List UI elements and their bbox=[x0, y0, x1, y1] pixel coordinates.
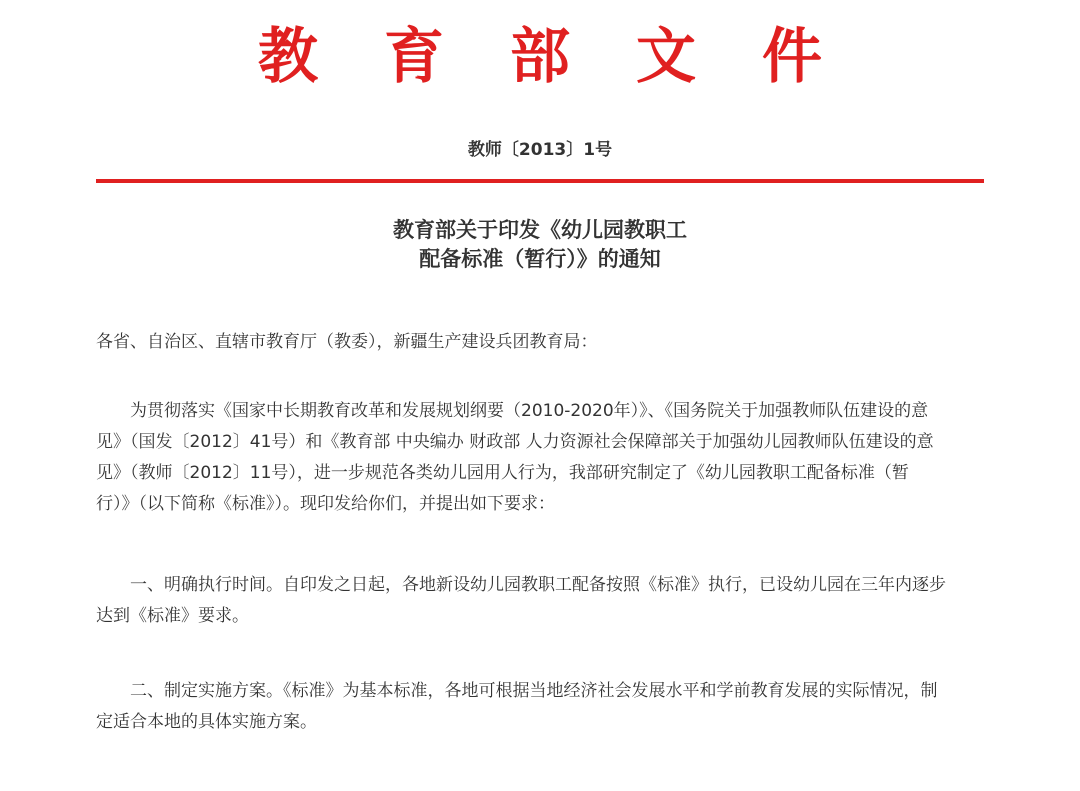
masthead-title bbox=[0, 22, 1080, 92]
paragraph-line: 定适合本地的具体实施方案。 bbox=[96, 712, 317, 732]
notice-title-line2: 配备标准（暂行）》的通知 bbox=[419, 247, 661, 271]
masthead-char: 文 bbox=[636, 22, 698, 92]
paragraph-line: 为贯彻落实《国家中长期教育改革和发展规划纲要（2010-2020年）》、《国务院关于加强教师队伍建设的意 bbox=[130, 401, 929, 421]
notice-title-line1: 教育部关于印发《幼儿园教职工 bbox=[393, 218, 687, 242]
masthead-char: 部 bbox=[510, 22, 572, 92]
red-divider bbox=[96, 179, 984, 183]
paragraph-line: 见》（国发〔2012〕41号）和《教育部 中央编办 财政部 人力资源社会保障部关于加强幼儿园教师队伍建设的意 bbox=[96, 432, 934, 452]
paragraph-line: 二、制定实施方案。《标准》为基本标准，各地可根据当地经济社会发展水平和学前教育发展的实际情况，制 bbox=[130, 681, 938, 701]
notice-title bbox=[0, 216, 1080, 274]
paragraph-intro bbox=[96, 396, 984, 520]
paragraph-item-1 bbox=[96, 570, 984, 632]
masthead-char: 育 bbox=[384, 22, 446, 92]
document-number: 教师〔2013〕1号 bbox=[467, 140, 613, 160]
paragraph-line: 一、明确执行时间。自印发之日起，各地新设幼儿园教职工配备按照《标准》执行，已设幼儿园在三年内逐步 bbox=[130, 575, 946, 595]
paragraph-line: 达到《标准》要求。 bbox=[96, 606, 249, 626]
masthead-char: 教 bbox=[258, 22, 320, 92]
masthead-char: 件 bbox=[762, 22, 824, 92]
paragraph-line: 行）》（以下简称《标准》）。现印发给你们，并提出如下要求： bbox=[96, 494, 555, 514]
paragraph-line: 见》（教师〔2012〕11号），进一步规范各类幼儿园用人行为，我部研究制定了《幼儿园教职工配备标准（暂 bbox=[96, 463, 909, 483]
salutation: 各省、自治区、直辖市教育厅（教委），新疆生产建设兵团教育局： bbox=[96, 332, 598, 352]
paragraph-item-2 bbox=[96, 676, 984, 738]
